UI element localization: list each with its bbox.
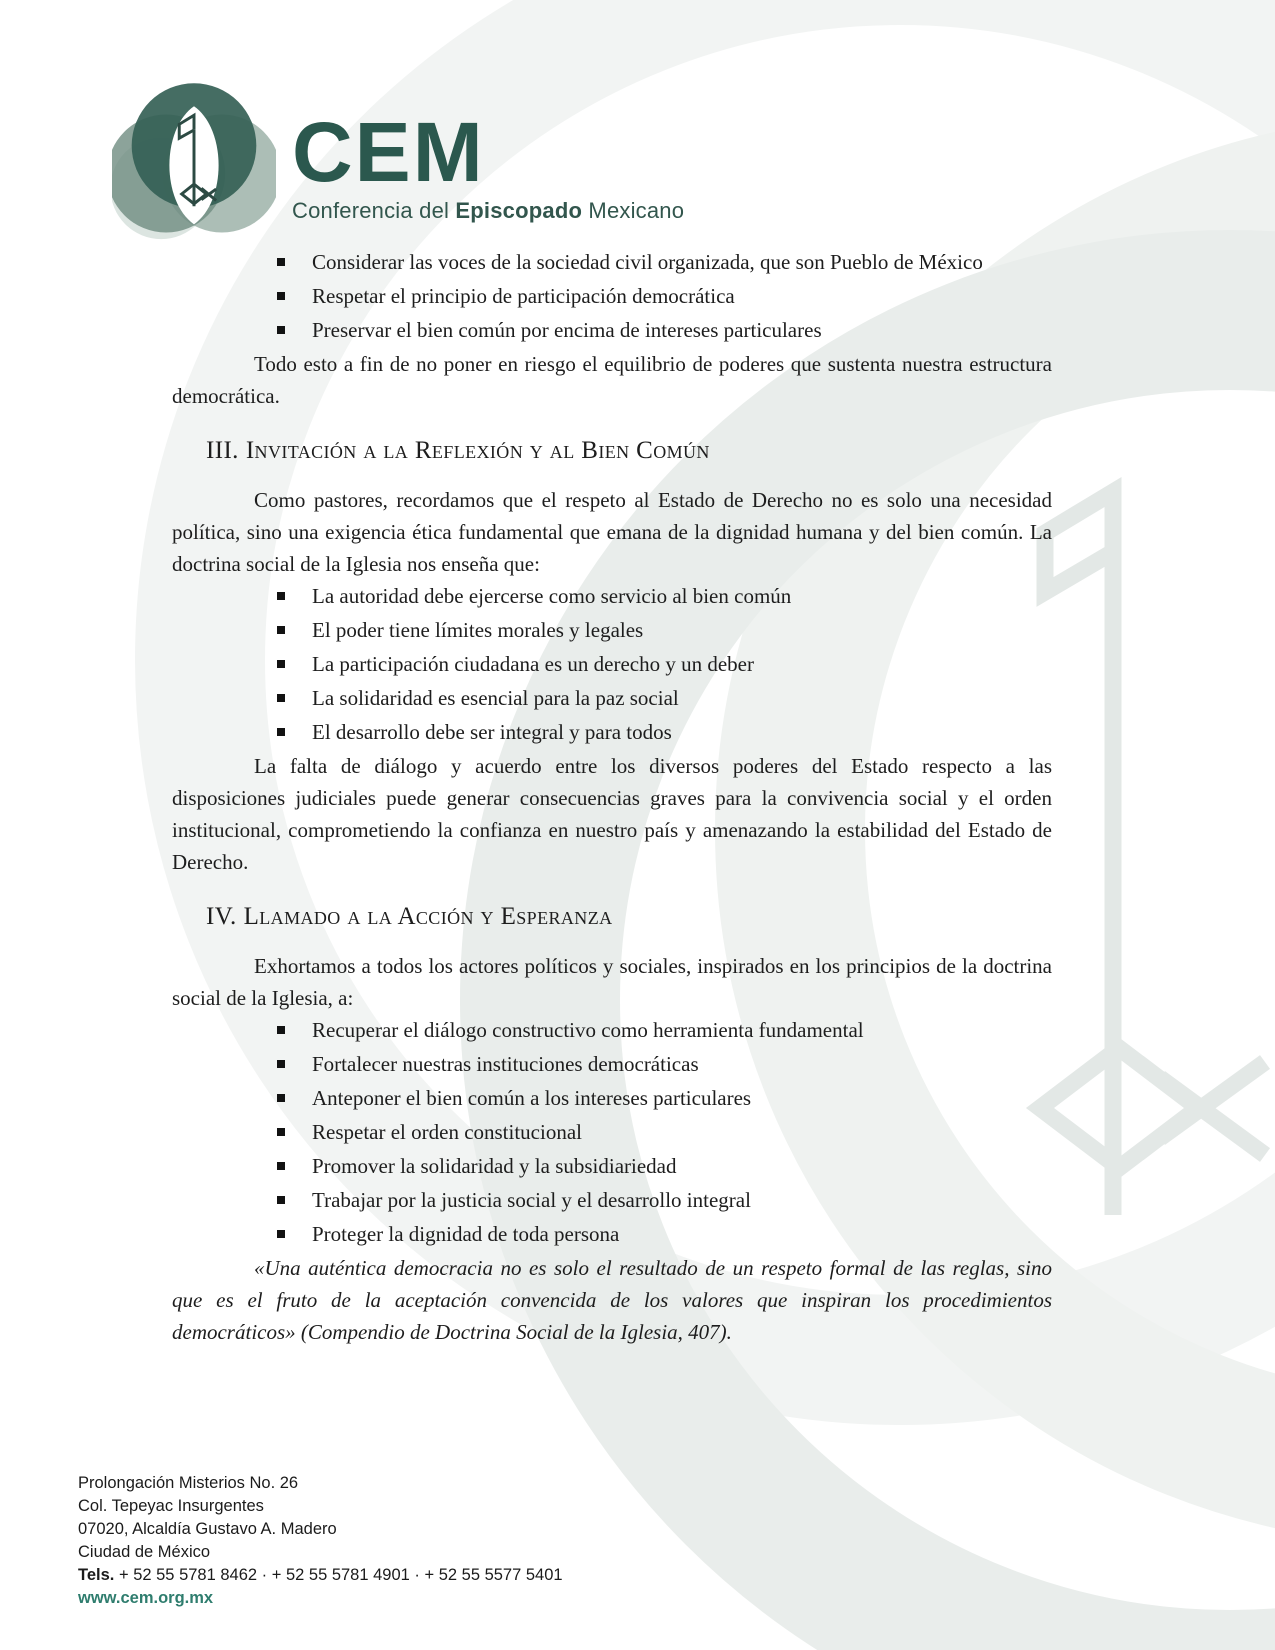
list-item [277, 1014, 1052, 1046]
phones-value: + 52 55 5781 8462 · + 52 55 5781 4901 · + 52 55 5577 5401 [114, 1566, 563, 1584]
list-item [277, 1150, 1052, 1182]
square-bullet-icon [277, 1026, 285, 1034]
address-line: Col. Tepeyac Insurgentes [78, 1497, 264, 1515]
doctrine-quote: «Una auténtica democracia no es solo el resultado de un respeto formal de las reglas, sino que es el fruto de la aceptación convencida de los valores que inspiran los procedimientos democráticos» (Compendio de Doctrina Social de la Iglesia, 407). [172, 1256, 1052, 1344]
square-bullet-icon [277, 694, 285, 702]
list-item-text: Preservar el bien común por encima de intereses particulares [312, 318, 822, 342]
square-bullet-icon [277, 626, 285, 634]
list-item [277, 246, 1052, 278]
tagline-prefix: Conferencia del [292, 198, 456, 224]
section-title: Llamado a la Acción y Esperanza [243, 903, 613, 930]
list-item-text: La solidaridad es esencial para la paz social [312, 686, 679, 710]
section4-bullet-list [172, 1014, 1052, 1250]
brand-tagline [292, 198, 684, 224]
website-link[interactable]: www.cem.org.mx [78, 1589, 214, 1607]
letterhead-footer [78, 1472, 563, 1610]
tagline-suffix: Mexicano [582, 198, 685, 224]
list-item [277, 1184, 1052, 1216]
list-item-text: La participación ciudadana es un derecho y un deber [312, 652, 754, 676]
section-heading-4 [206, 902, 1052, 932]
list-item [277, 716, 1052, 748]
square-bullet-icon [277, 326, 285, 334]
square-bullet-icon [277, 1094, 285, 1102]
logo-text [292, 80, 684, 224]
intro-bullet-list [172, 246, 1052, 346]
list-item [277, 648, 1052, 680]
list-item-text: Proteger la dignidad de toda persona [312, 1222, 620, 1246]
list-item-text: Considerar las voces de la sociedad civil organizada, que son Pueblo de México [312, 250, 983, 274]
list-item [277, 314, 1052, 346]
square-bullet-icon [277, 292, 285, 300]
list-item-text: El desarrollo debe ser integral y para todos [312, 720, 672, 744]
square-bullet-icon [277, 592, 285, 600]
intro-paragraph: Todo esto a fin de no poner en riesgo el equilibrio de poderes que sustenta nuestra estructura democrática. [172, 352, 1052, 408]
document-body [172, 246, 1052, 1348]
list-item [277, 682, 1052, 714]
section-heading-3 [206, 436, 1052, 466]
address-line: 07020, Alcaldía Gustavo A. Madero [78, 1520, 337, 1538]
section3-bullet-list [172, 580, 1052, 748]
phones-line [78, 1564, 563, 1587]
phones-label: Tels. [78, 1566, 115, 1584]
address-line: Ciudad de México [78, 1543, 211, 1561]
list-item [277, 280, 1052, 312]
section-number: III. [206, 437, 239, 464]
list-item-text: El poder tiene límites morales y legales [312, 618, 644, 642]
list-item-text: Trabajar por la justicia social y el desarrollo integral [312, 1188, 751, 1212]
section4-paragraph: Exhortamos a todos los actores políticos y sociales, inspirados en los principios de la doctrina social de la Iglesia, a: [172, 954, 1052, 1010]
list-item-text: Fortalecer nuestras instituciones democráticas [312, 1052, 699, 1076]
square-bullet-icon [277, 1162, 285, 1170]
list-item-text: Anteponer el bien común a los intereses particulares [312, 1086, 752, 1110]
list-item-text: Promover la solidaridad y la subsidiariedad [312, 1154, 677, 1178]
cem-logo-icon [112, 80, 276, 244]
list-item [277, 1218, 1052, 1250]
list-item [277, 1116, 1052, 1148]
list-item-text: Respetar el principio de participación democrática [312, 284, 735, 308]
section3-paragraph: Como pastores, recordamos que el respeto al Estado de Derecho no es solo una necesidad política, sino una exigencia ética fundamental que emana de la dignidad humana y del bien común. La doctrina social de la Iglesia nos enseña que: [172, 488, 1052, 576]
section-number: IV. [206, 903, 237, 930]
square-bullet-icon [277, 660, 285, 668]
section3-closing-paragraph: La falta de diálogo y acuerdo entre los diversos poderes del Estado respecto a las disposiciones judiciales puede generar consecuencias graves para la convivencia social y el orden institucional, comprometiendo la confianza en nuestro país y amenazando la estabilidad del Estado de Derecho. [172, 754, 1052, 874]
square-bullet-icon [277, 1060, 285, 1068]
list-item [277, 614, 1052, 646]
list-item-text: Respetar el orden constitucional [312, 1120, 582, 1144]
address-line: Prolongación Misterios No. 26 [78, 1474, 299, 1492]
list-item-text: La autoridad debe ejercerse como servicio al bien común [312, 584, 792, 608]
square-bullet-icon [277, 1128, 285, 1136]
list-item [277, 1082, 1052, 1114]
square-bullet-icon [277, 258, 285, 266]
list-item [277, 580, 1052, 612]
section-title: Invitación a la Reflexión y al Bien Común [245, 437, 710, 464]
brand-acronym: CEM [292, 105, 485, 199]
letterhead [112, 80, 684, 244]
tagline-bold: Episcopado [455, 198, 583, 224]
square-bullet-icon [277, 1196, 285, 1204]
square-bullet-icon [277, 1230, 285, 1238]
list-item [277, 1048, 1052, 1080]
list-item-text: Recuperar el diálogo constructivo como herramienta fundamental [312, 1018, 864, 1042]
square-bullet-icon [277, 728, 285, 736]
